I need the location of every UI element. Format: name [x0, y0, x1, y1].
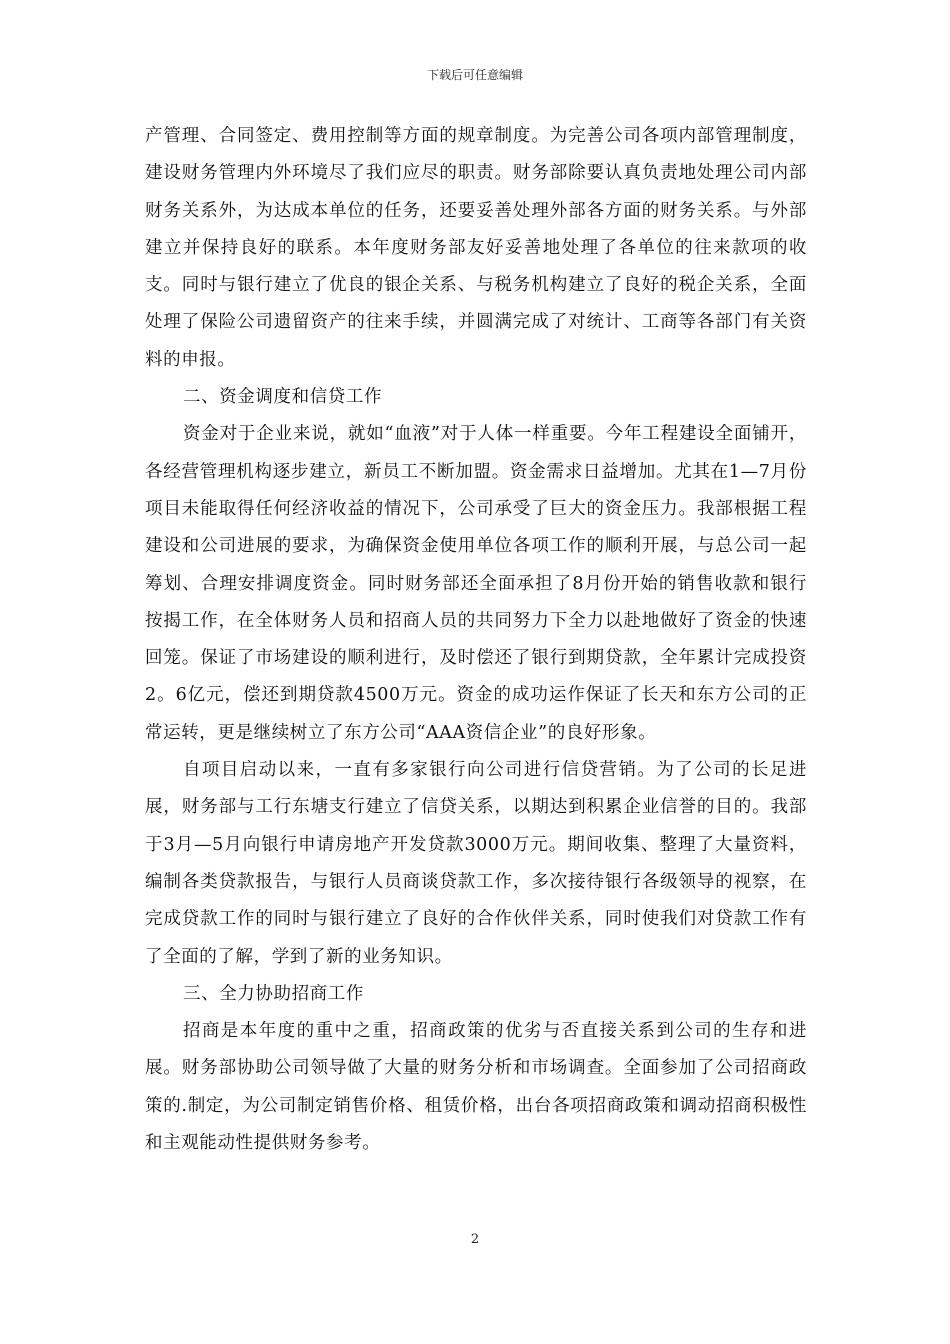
section-heading-investment: 三、全力协助招商工作	[183, 983, 364, 1004]
page-header: 下载后可任意编辑	[426, 68, 523, 82]
page-number: 2	[470, 1232, 480, 1247]
document-body	[145, 118, 807, 1162]
paragraph-financial-relations: 产管理、合同签定、费用控制等方面的规章制度。为完善公司各项内部管理制度，建设财务管理内外环境尽了我们应尽的职责。财务部除要认真负责地处理公司内部财务关系外，为达成本单位的任务，还要妥善处理外部各方面的财务关系。与外部建立并保持良好的联系。本年度财务部友好妥善地处理了各单位的往来款项的收支。同时与银行建立了优良的银企关系、与税务机构建立了良好的税企关系，全面处理了保险公司遗留资产的往来手续，并圆满完成了对统计、工商等各部门有关资料的申报。	[145, 126, 807, 370]
paragraph-credit: 自项目启动以来，一直有多家银行向公司进行信贷营销。为了公司的长足进展，财务部与工行东塘支行建立了信贷关系，以期达到积累企业信誉的目的。我部于3月—5月向银行申请房地产开发贷款3000万元。期间收集、整理了大量资料，编制各类贷款报告，与银行人员商谈贷款工作，多次接待银行各级领导的视察，在完成贷款工作的同时与银行建立了良好的合作伙伴关系，同时使我们对贷款工作有了全面的了解，学到了新的业务知识。	[145, 760, 807, 967]
paragraph-investment: 招商是本年度的重中之重，招商政策的优劣与否直接关系到公司的生存和进展。财务部协助公司领导做了大量的财务分析和市场调查。全面参加了公司招商政策的.制定，为公司制定销售价格、租赁价格，出台各项招商政策和调动招商积极性和主观能动性提供财务参考。	[145, 1021, 807, 1154]
paragraph-funding: 资金对于企业来说，就如“血液”对于人体一样重要。今年工程建设全面铺开，各经营管理机构逐步建立，新员工不断加盟。资金需求日益增加。尤其在1—7月份项目未能取得任何经济收益的情况下，公司承受了巨大的资金压力。我部根据工程建设和公司进展的要求，为确保资金使用单位各项工作的顺利开展，与总公司一起筹划、合理安排调度资金。同时财务部还全面承担了8月份开始的销售收款和银行按揭工作，在全体财务人员和招商人员的共同努力下全力以赴地做好了资金的快速回笼。保证了市场建设的顺利进行，及时偿还了银行到期贷款，全年累计完成投资2。6亿元，偿还到期贷款4500万元。资金的成功运作保证了长天和东方公司的正常运转，更是继续树立了东方公司“AAA资信企业”的良好形象。	[145, 424, 807, 743]
section-heading-funding: 二、资金调度和信贷工作	[183, 387, 383, 408]
